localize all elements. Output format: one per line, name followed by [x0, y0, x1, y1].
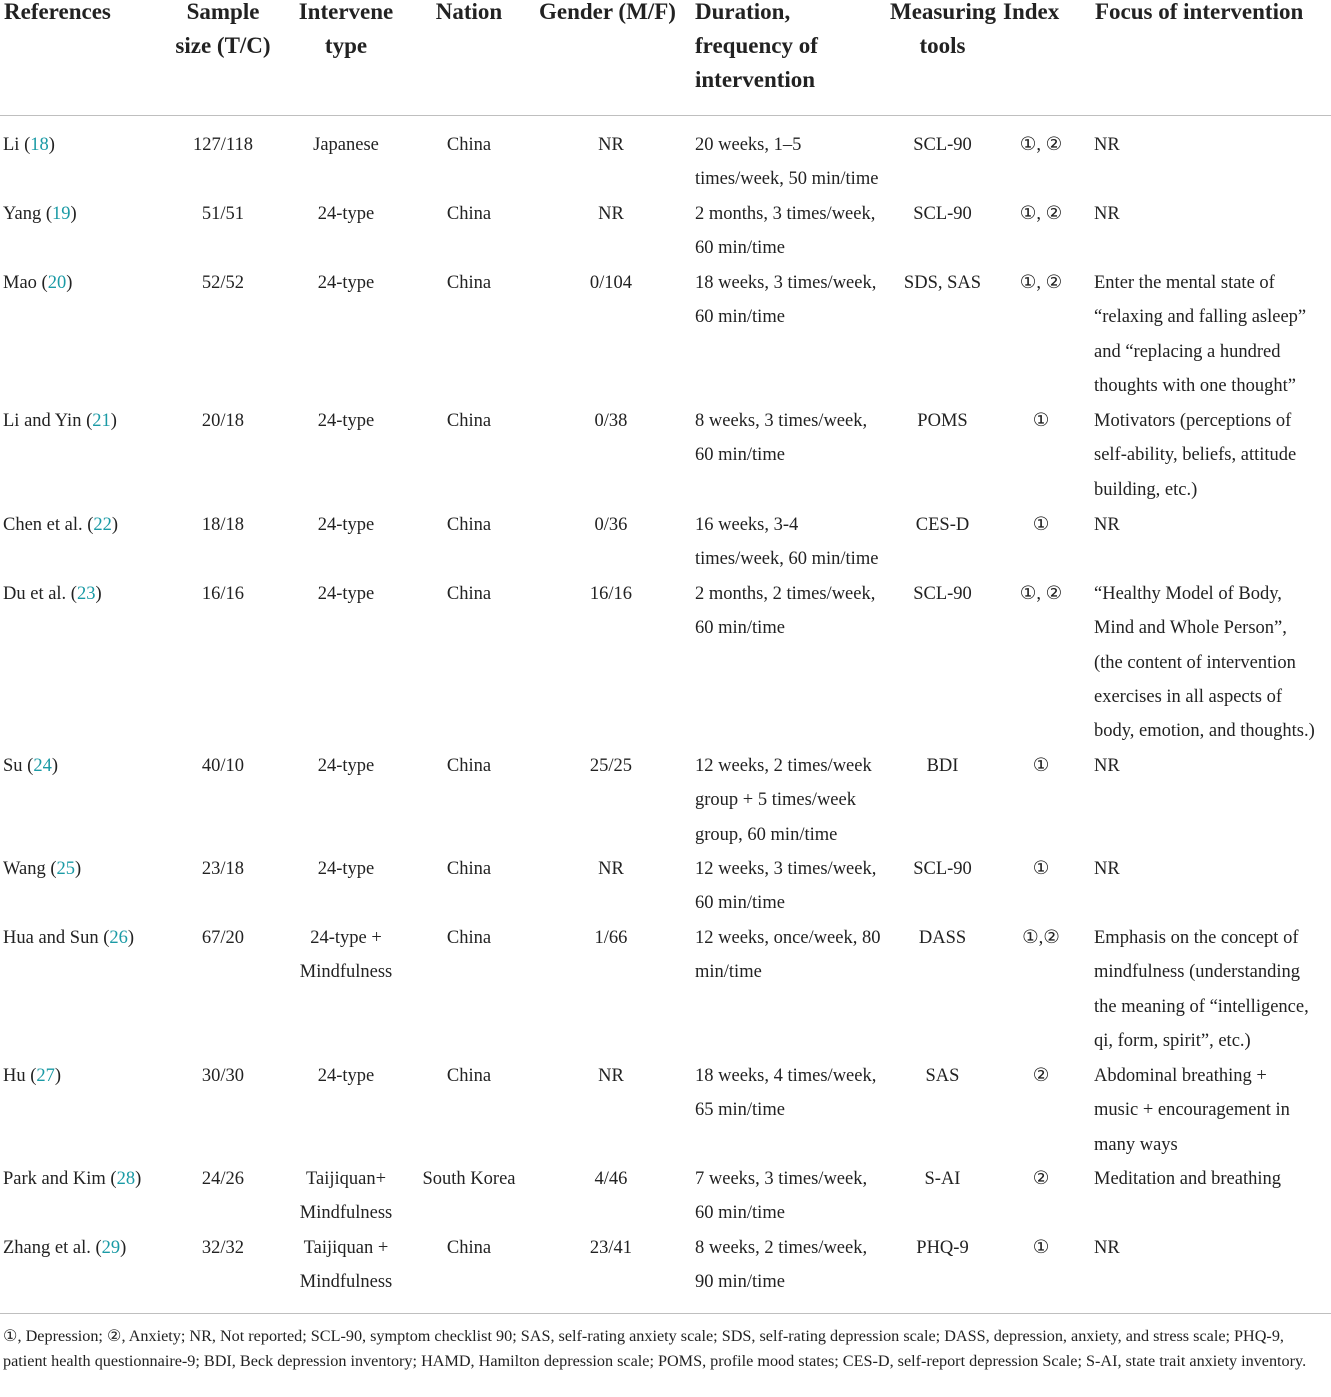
- nation-cell: China: [446, 859, 492, 879]
- sample-size-cell: 30/30: [201, 1066, 245, 1086]
- citation-link[interactable]: 22: [93, 515, 112, 535]
- gender-cell: 0/38: [594, 411, 628, 431]
- duration-cell-line: 16 weeks, 3-4: [695, 515, 799, 535]
- intervene-type-cell-line: Taijiquan +: [303, 1238, 389, 1258]
- intervene-type-cell: [290, 1059, 402, 1093]
- intervene-type-cell-line: 24-type: [317, 756, 375, 776]
- citation-link[interactable]: 26: [109, 928, 128, 948]
- measuring-tools-cell: SCL-90: [913, 859, 972, 879]
- nation-cell: China: [446, 1238, 492, 1258]
- focus-cell-line: Emphasis on the concept of: [1094, 928, 1299, 948]
- citation-close-paren: ): [135, 1169, 142, 1189]
- header-intervene-type: [290, 0, 402, 63]
- focus-cell-line: Meditation and breathing: [1094, 1169, 1282, 1189]
- author-text: Su (: [3, 756, 34, 776]
- focus-cell-line: “relaxing and falling asleep”: [1094, 307, 1307, 328]
- reference-cell: [3, 1059, 158, 1093]
- intervene-type-cell-line: Mindfulness: [299, 1203, 393, 1224]
- duration-cell: [695, 508, 895, 577]
- gender-cell: NR: [598, 1066, 624, 1086]
- nation-cell: China: [446, 515, 492, 535]
- duration-cell-line: 60 min/time: [695, 445, 785, 466]
- intervene-type-cell-line: 24-type: [317, 859, 375, 879]
- duration-cell: [695, 1162, 895, 1231]
- sample-size-cell: 52/52: [201, 273, 245, 293]
- duration-cell: [695, 197, 895, 266]
- focus-cell: [1094, 852, 1330, 886]
- header-measuring-tools-line: tools: [919, 33, 966, 58]
- focus-cell-line: NR: [1094, 1238, 1120, 1258]
- duration-cell-line: 60 min/time: [695, 618, 785, 639]
- author-text: Yang (: [3, 204, 53, 224]
- duration-cell-line: 8 weeks, 2 times/week,: [695, 1238, 868, 1258]
- duration-cell: [695, 1231, 895, 1300]
- measuring-tools-cell: SDS, SAS: [903, 273, 982, 293]
- header-intervene-type-line: type: [324, 33, 368, 58]
- duration-cell-line: 60 min/time: [695, 307, 785, 328]
- citation-close-paren: ): [120, 1238, 127, 1258]
- intervene-type-cell-line: 24-type: [317, 584, 375, 604]
- index-cell: ①: [1032, 411, 1050, 431]
- duration-cell-line: 18 weeks, 3 times/week,: [695, 273, 877, 293]
- duration-cell-line: 60 min/time: [695, 1203, 785, 1224]
- header-focus: Focus of intervention: [1095, 0, 1304, 24]
- sample-size-cell: 20/18: [201, 411, 245, 431]
- sample-size-cell: 67/20: [201, 928, 245, 948]
- focus-cell: [1094, 508, 1330, 542]
- focus-cell: [1094, 1059, 1330, 1162]
- measuring-tools-cell: CES-D: [915, 515, 970, 535]
- focus-cell-line: NR: [1094, 515, 1120, 535]
- intervene-type-cell: [290, 508, 402, 542]
- duration-cell-line: times/week, 60 min/time: [695, 549, 879, 570]
- nation-cell: China: [446, 204, 492, 224]
- header-duration-line: Duration,: [695, 0, 791, 24]
- sample-size-cell: 16/16: [201, 584, 245, 604]
- focus-cell: [1094, 197, 1330, 231]
- sample-size-cell: 32/32: [201, 1238, 245, 1258]
- index-cell: ②: [1032, 1066, 1050, 1086]
- duration-cell-line: 18 weeks, 4 times/week,: [695, 1066, 877, 1086]
- focus-cell: [1094, 1231, 1330, 1265]
- reference-cell: [3, 1162, 158, 1196]
- duration-cell-line: 2 months, 2 times/week,: [695, 584, 876, 604]
- header-duration-line: frequency of: [695, 33, 818, 58]
- citation-close-paren: ): [48, 135, 55, 155]
- intervene-type-cell-line: 24-type: [317, 273, 375, 293]
- author-text: Li and Yin (: [3, 411, 93, 431]
- nation-cell: China: [446, 135, 492, 155]
- focus-cell-line: “Healthy Model of Body,: [1094, 584, 1282, 604]
- header-sample-size-line: Sample: [186, 0, 260, 24]
- focus-cell-line: qi, form, spirit”, etc.): [1094, 1030, 1251, 1051]
- header-gender: Gender (M/F): [539, 0, 676, 24]
- duration-cell: [695, 749, 895, 852]
- citation-close-paren: ): [110, 411, 117, 431]
- focus-cell-line: Mind and Whole Person”,: [1094, 618, 1287, 639]
- duration-cell-line: 7 weeks, 3 times/week,: [695, 1169, 868, 1189]
- reference-cell: [3, 404, 158, 438]
- measuring-tools-cell: SAS: [925, 1066, 960, 1086]
- focus-cell-line: NR: [1094, 756, 1120, 776]
- citation-close-paren: ): [54, 1066, 62, 1086]
- duration-cell-line: 90 min/time: [695, 1272, 785, 1293]
- reference-cell: [3, 1231, 158, 1265]
- intervene-type-cell: [290, 1231, 402, 1300]
- intervene-type-cell-line: Mindfulness: [299, 962, 393, 983]
- sample-size-cell: 24/26: [201, 1169, 245, 1189]
- intervene-type-cell: [290, 266, 402, 300]
- index-cell: ①, ②: [1019, 135, 1063, 155]
- duration-cell-line: 2 months, 3 times/week,: [695, 204, 876, 224]
- header-measuring-tools-line: Measuring: [890, 0, 997, 24]
- reference-cell: [3, 852, 158, 886]
- intervene-type-cell-line: Japanese: [313, 135, 379, 155]
- focus-cell: [1094, 128, 1330, 162]
- citation-close-paren: ): [127, 928, 135, 948]
- measuring-tools-cell: POMS: [917, 411, 968, 431]
- measuring-tools-cell: SCL-90: [913, 135, 972, 155]
- citation-close-paren: ): [111, 515, 119, 535]
- citation-link[interactable]: 23: [76, 584, 96, 604]
- reference-cell: [3, 266, 158, 300]
- nation-cell: South Korea: [422, 1169, 516, 1189]
- header-sample-size-line: size (T/C): [175, 33, 271, 58]
- nation-cell: China: [446, 273, 492, 293]
- index-cell: ①: [1032, 1238, 1050, 1258]
- focus-cell-line: NR: [1094, 859, 1120, 879]
- duration-cell: [695, 266, 895, 335]
- measuring-tools-cell: SCL-90: [913, 584, 972, 604]
- nation-cell: China: [446, 1066, 492, 1086]
- citation-link[interactable]: 28: [116, 1169, 136, 1189]
- citation-link[interactable]: 24: [33, 756, 52, 776]
- index-cell: ②: [1032, 1169, 1050, 1189]
- intervene-type-cell-line: Mindfulness: [299, 1272, 393, 1293]
- focus-cell-line: and “replacing a hundred: [1094, 341, 1281, 362]
- reference-cell: [3, 577, 158, 611]
- duration-cell-line: 12 weeks, once/week, 80: [695, 928, 881, 948]
- duration-cell-line: 60 min/time: [695, 238, 785, 259]
- duration-cell-line: 60 min/time: [695, 893, 785, 914]
- citation-link[interactable]: 21: [92, 411, 111, 431]
- gender-cell: 23/41: [589, 1238, 633, 1258]
- reference-cell: [3, 508, 158, 542]
- index-cell: ①, ②: [1019, 584, 1063, 604]
- citation-link[interactable]: 20: [47, 273, 67, 293]
- duration-cell-line: 8 weeks, 3 times/week,: [695, 411, 868, 431]
- intervene-type-cell-line: Taijiquan+: [305, 1169, 387, 1189]
- focus-cell-line: the meaning of “intelligence,: [1094, 996, 1309, 1017]
- author-text: Mao (: [3, 273, 48, 293]
- author-text: Park and Kim (: [3, 1169, 117, 1189]
- citation-link[interactable]: 29: [101, 1238, 121, 1258]
- measuring-tools-cell: DASS: [918, 928, 967, 948]
- focus-cell-line: NR: [1094, 204, 1120, 224]
- gender-cell: NR: [598, 135, 624, 155]
- focus-cell: [1094, 577, 1330, 748]
- focus-cell-line: mindfulness (understanding: [1094, 962, 1301, 983]
- reference-cell: [3, 128, 158, 162]
- index-cell: ①: [1032, 515, 1050, 535]
- duration-cell: [695, 1059, 895, 1128]
- duration-cell: [695, 404, 895, 473]
- duration-cell-line: 65 min/time: [695, 1100, 785, 1121]
- gender-cell: 4/46: [594, 1169, 628, 1189]
- index-cell: ①, ②: [1019, 273, 1063, 293]
- citation-close-paren: ): [74, 859, 82, 879]
- author-text: Li (: [3, 135, 31, 155]
- citation-link[interactable]: 27: [36, 1066, 55, 1086]
- intervene-type-cell: [290, 577, 402, 611]
- gender-cell: 0/104: [589, 273, 633, 293]
- author-text: Wang (: [3, 859, 57, 879]
- intervene-type-cell-line: 24-type: [317, 411, 375, 431]
- intervene-type-cell: [290, 1162, 402, 1231]
- duration-cell-line: 20 weeks, 1–5: [695, 135, 802, 155]
- sample-size-cell: 23/18: [201, 859, 245, 879]
- table-footnote: ①, Depression; ②, Anxiety; NR, Not reported; SCL-90, symptom checklist 90; SAS, self-rating anxiety scale; SDS, self-rating depression scale; DASS, depression, anxiety, and stress scale; PHQ-9, patient health questionnaire-9; BDI, Beck depression inventory; HAMD, Hamilton depression scale; POMS, profile mood states; CES-D, self-report depression Scale; S-AI, state trait anxiety inventory.: [3, 1327, 1307, 1370]
- table-header: [0, 0, 1331, 116]
- sample-size-cell: 51/51: [201, 204, 245, 224]
- duration-cell-line: group, 60 min/time: [695, 824, 838, 845]
- citation-link[interactable]: 19: [52, 204, 71, 224]
- focus-cell: [1094, 921, 1330, 1058]
- measuring-tools-cell: BDI: [926, 756, 959, 776]
- author-text: Du et al. (: [3, 584, 77, 604]
- header-intervene-type-line: Intervene: [298, 0, 394, 24]
- header-duration: [695, 0, 818, 97]
- header-index: Index: [1003, 0, 1060, 24]
- duration-cell-line: group + 5 times/week: [695, 790, 856, 811]
- duration-cell: [695, 921, 895, 990]
- citation-close-paren: ): [95, 584, 102, 604]
- gender-cell: 16/16: [589, 584, 633, 604]
- intervene-type-cell-line: 24-type: [317, 1066, 375, 1086]
- focus-cell-line: building, etc.): [1094, 479, 1198, 500]
- focus-cell-line: exercises in all aspects of: [1094, 686, 1283, 707]
- gender-cell: NR: [598, 859, 624, 879]
- focus-cell-line: self-ability, beliefs, attitude: [1094, 445, 1297, 466]
- citation-close-paren: ): [66, 273, 73, 293]
- focus-cell: [1094, 749, 1330, 783]
- focus-cell-line: body, emotion, and thoughts.): [1094, 721, 1315, 742]
- focus-cell-line: Motivators (perceptions of: [1094, 411, 1292, 431]
- header-nation: Nation: [435, 0, 503, 24]
- focus-cell-line: (the content of intervention: [1094, 652, 1296, 673]
- intervene-type-cell: [290, 404, 402, 438]
- focus-cell: [1094, 404, 1330, 507]
- nation-cell: China: [446, 411, 492, 431]
- intervene-type-cell-line: 24-type: [317, 204, 375, 224]
- sample-size-cell: 18/18: [201, 515, 245, 535]
- nation-cell: China: [446, 928, 492, 948]
- intervene-type-cell: [290, 128, 402, 162]
- focus-cell-line: NR: [1094, 135, 1120, 155]
- sample-size-cell: 40/10: [201, 756, 245, 776]
- focus-cell-line: Enter the mental state of: [1094, 273, 1275, 293]
- intervene-type-cell: [290, 749, 402, 783]
- index-cell: ①: [1032, 859, 1050, 879]
- intervene-type-cell: [290, 921, 402, 990]
- index-cell: ①, ②: [1019, 204, 1063, 224]
- author-text: Hua and Sun (: [3, 928, 110, 948]
- header-measuring-tools: [890, 0, 995, 63]
- index-cell: ①: [1032, 756, 1050, 776]
- reference-cell: [3, 749, 158, 783]
- gender-cell: 0/36: [594, 515, 628, 535]
- focus-cell-line: many ways: [1094, 1134, 1178, 1155]
- focus-cell-line: thoughts with one thought”: [1094, 375, 1296, 396]
- citation-link[interactable]: 25: [56, 859, 75, 879]
- citation-close-paren: ): [51, 756, 58, 776]
- duration-cell-line: 12 weeks, 3 times/week,: [695, 859, 877, 879]
- focus-cell-line: music + encouragement in: [1094, 1100, 1290, 1121]
- duration-cell: [695, 577, 895, 646]
- intervene-type-cell: [290, 197, 402, 231]
- author-text: Chen et al. (: [3, 515, 94, 535]
- focus-cell: [1094, 1162, 1330, 1196]
- intervene-type-cell-line: 24-type +: [310, 928, 382, 948]
- nation-cell: China: [446, 584, 492, 604]
- nation-cell: China: [446, 756, 492, 776]
- author-text: Zhang et al. (: [3, 1238, 102, 1258]
- reference-cell: [3, 921, 158, 955]
- citation-close-paren: ): [70, 204, 77, 224]
- citation-link[interactable]: 18: [30, 135, 49, 155]
- duration-cell: [695, 128, 895, 197]
- reference-cell: [3, 197, 158, 231]
- footnote-divider: [0, 1313, 1331, 1314]
- sample-size-cell: 127/118: [193, 135, 253, 155]
- author-text: Hu (: [3, 1066, 37, 1086]
- measuring-tools-cell: SCL-90: [913, 204, 972, 224]
- gender-cell: 25/25: [589, 756, 633, 776]
- header-duration-line: intervention: [695, 67, 816, 92]
- header-references: References: [4, 0, 111, 24]
- gender-cell: 1/66: [594, 928, 628, 948]
- header-sample-size: [160, 0, 286, 63]
- measuring-tools-cell: S-AI: [924, 1169, 961, 1189]
- intervene-type-cell: [290, 852, 402, 886]
- measuring-tools-cell: PHQ-9: [916, 1238, 969, 1258]
- gender-cell: NR: [598, 204, 624, 224]
- index-cell: ①,②: [1022, 928, 1060, 948]
- duration-cell-line: times/week, 50 min/time: [695, 169, 879, 190]
- focus-cell-line: Abdominal breathing +: [1094, 1066, 1267, 1086]
- duration-cell-line: 12 weeks, 2 times/week: [695, 756, 872, 776]
- duration-cell: [695, 852, 895, 921]
- focus-cell: [1094, 266, 1330, 403]
- duration-cell-line: min/time: [695, 962, 762, 983]
- intervene-type-cell-line: 24-type: [317, 515, 375, 535]
